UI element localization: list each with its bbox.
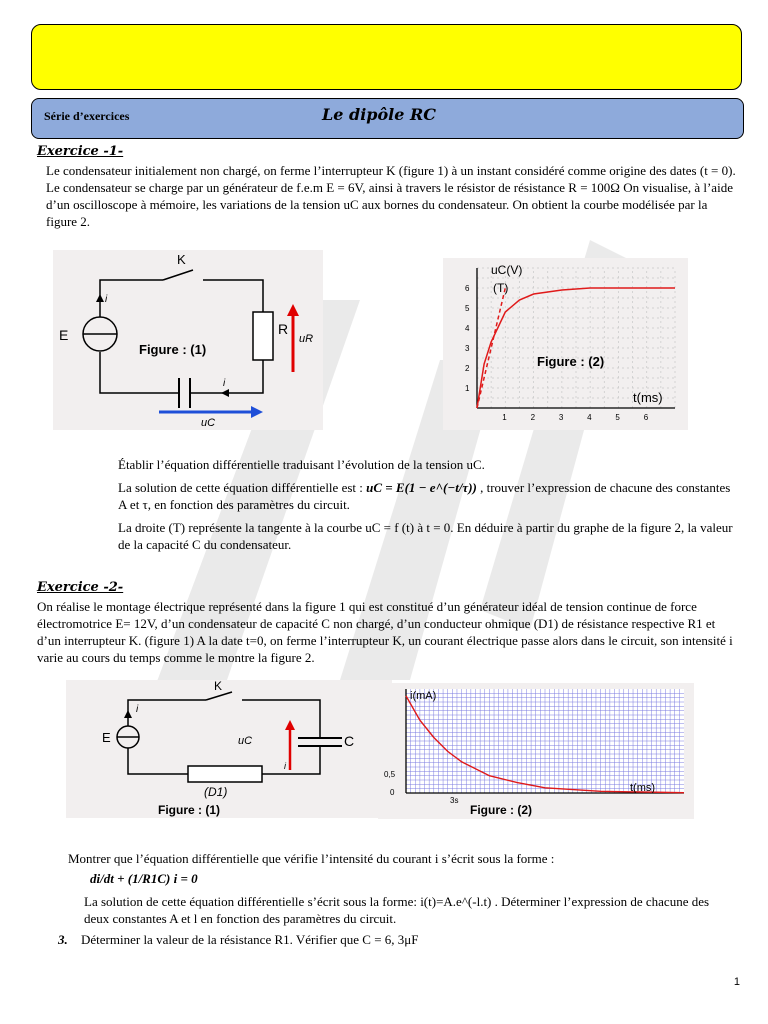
exercise2-intro: On réalise le montage électrique représenté dans la figure 1 qui est constitué d’un générateur idéal de tension continue de force électromotrice E= 12V, d’un condensateur de capacité C non chargé, d’un conducteur ohmique (D1) de résistance respective R1 et d’un interrupteur K. (figure 1) A la date t=0, on ferme l’interrupteur K, un courant électrique passe alors dans le circuit, son intensité i varie au cours du temps comme le montre la figure 2. [37, 599, 733, 665]
ex2-x-axis-label: t(ms) [630, 782, 656, 794]
ex2-fig2-chart [378, 683, 694, 819]
ex1-question-2 [118, 479, 738, 513]
ex2-resistor-label: (D1) [204, 785, 228, 799]
ex2-y-axis-label: i(mA) [410, 690, 437, 702]
ex1-fig1-label: Figure : (1) [139, 342, 207, 357]
ex2-generator-label: E [102, 730, 111, 745]
lesson-title: Le dipôle RC [322, 105, 436, 124]
ex1-y-tick-2: 2 [465, 364, 470, 373]
exercise1-heading: Exercice -1- [37, 144, 124, 159]
ex1-fig2-chart [443, 258, 688, 430]
ex1-current-label-left: i [105, 294, 108, 305]
ex1-y-tick-4: 4 [465, 324, 470, 333]
ex2-current-label: i [136, 704, 139, 715]
exercise1-intro: Le condensateur initialement non chargé, on ferme l’interrupteur K (figure 1) à un instant considéré comme origine des dates (t = 0). Le condensateur se charge par un générateur de f.e.m E = 6V, ainsi à travers le résistor de résistance R = 100Ω On visualise, à l’aide d’un oscilloscope à mémoire, les variations de la tension uC aux bornes du condensateur. On obtient la courbe modélisée par la figure 2. [46, 163, 736, 229]
ex2-question-1: Montrer que l’équation différentielle que vérifie l’intensité du courant i s’écrit sous la forme : [68, 851, 555, 866]
ex1-x-tick-6: 6 [643, 413, 649, 422]
title-bar [31, 98, 744, 139]
header-banner [31, 24, 742, 90]
ex2-q3-number: 3. [58, 932, 68, 947]
ex2-q1-formula: di/dt + (1/R1C) i = 0 [90, 871, 198, 886]
ex2-y-tick-05: 0,5 [384, 770, 396, 779]
ex1-q2-text-a: La solution de cette équation différentielle est : [118, 480, 363, 495]
ex1-y-tick-6: 6 [465, 284, 470, 293]
ex1-q2-text-b: , trouver l’expression de chacune des constantes A et τ, en fonction des paramètres du circuit. [118, 480, 731, 512]
ex1-x-tick-3: 3 [558, 413, 564, 422]
ex1-y-tick-3: 3 [465, 344, 470, 353]
ex2-circuit-figure [66, 680, 392, 818]
ex1-q2-formula: uC = E(1 − e^(−t/τ)) [366, 480, 477, 495]
ex1-question-1: Établir l’équation différentielle traduisant l’évolution de la tension uC. [118, 457, 485, 472]
series-label: Série d’exercices [44, 109, 130, 123]
page-number: 1 [733, 976, 740, 988]
ex1-fig2-label: Figure : (2) [537, 354, 605, 369]
ex2-y-tick-0: 0 [390, 788, 395, 797]
ex2-question-3 [58, 931, 738, 948]
ex1-y-tick-5: 5 [465, 304, 470, 313]
ex1-x-tick-2: 2 [530, 413, 536, 422]
ex2-chart-grid [406, 689, 684, 793]
ex1-uC-label: uC [201, 417, 216, 429]
ex1-current-label-bottom: i [223, 378, 226, 389]
exercise2-heading: Exercice -2- [37, 580, 124, 595]
ex1-resistor-label: R [278, 321, 289, 337]
ex1-circuit-figure [53, 250, 323, 430]
ex1-tangent-label: (T) [493, 281, 509, 295]
ex1-x-tick-5: 5 [615, 413, 620, 422]
ex2-fig2-label: Figure : (2) [470, 803, 532, 817]
ex2-switch-label: K [214, 680, 223, 693]
ex1-x-axis-label: t(ms) [633, 390, 663, 405]
ex2-fig1-label: Figure : (1) [158, 803, 220, 817]
ex1-x-tick-4: 4 [587, 413, 592, 422]
ex2-current-label-right: i [284, 761, 286, 771]
ex2-question-2: La solution de cette équation différentielle s’écrit sous la forme: i(t)=A.e^(-l.t) . Déterminer l’expression de chacune des deux constantes A et l en fonction des paramètres du circuit. [84, 894, 710, 926]
ex1-question-3: La droite (T) représente la tangente à la courbe uC = f (t) à t = 0. En déduire à partir du graphe de la figure 2, la valeur de la capacité C du condensateur. [118, 520, 733, 552]
ex2-uC-label: uC [238, 735, 253, 747]
ex2-capacitor-label: C [344, 733, 355, 749]
ex2-q3-text: Déterminer la valeur de la résistance R1. Vérifier que C = 6, 3μF [81, 932, 419, 947]
ex1-y-axis-label: uC(V) [491, 263, 523, 277]
ex2-x-tick-3s: 3s [450, 796, 459, 805]
ex1-uR-label: uR [299, 333, 314, 345]
ex1-y-tick-1: 1 [465, 384, 470, 393]
ex1-x-tick-1: 1 [502, 413, 507, 422]
ex1-generator-label: E [59, 327, 69, 343]
ex1-switch-label: K [177, 252, 186, 267]
